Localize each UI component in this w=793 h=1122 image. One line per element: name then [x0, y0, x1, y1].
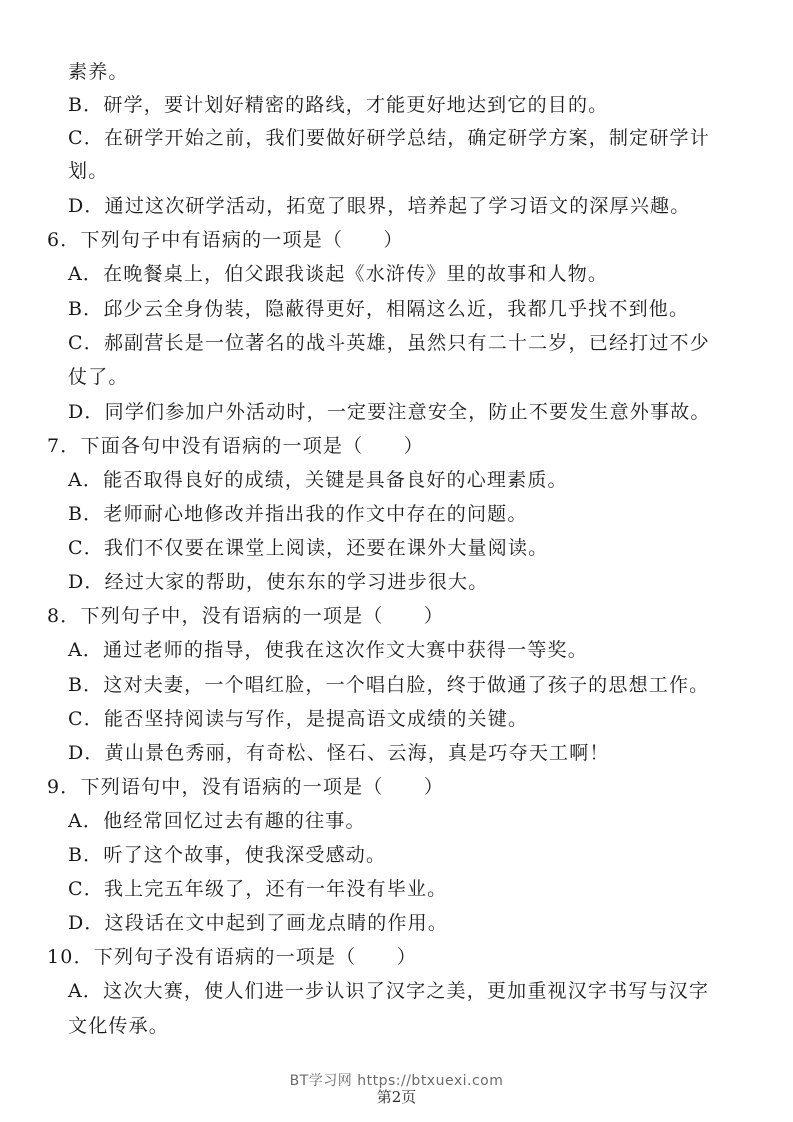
- question-10: 10．下列句子没有语病的一项是（ ）: [47, 946, 417, 968]
- option-a: A．在晚餐桌上，伯父跟我谈起《水浒传》里的故事和人物。: [68, 263, 609, 285]
- question-7: 7．下面各句中没有语病的一项是（ ）: [47, 435, 424, 457]
- footer-watermark-site: BT学习网 https://btxuexi.com: [289, 1073, 504, 1089]
- question-8: 8．下列句子中，没有语病的一项是（ ）: [47, 605, 445, 627]
- option-d: D．黄山景色秀丽，有奇松、怪石、云海，真是巧夺天工啊！: [68, 742, 610, 764]
- option-b: B．邱少云全身伪装，隐蔽得更好，相隔这么近，我都几乎找不到他。: [68, 298, 690, 320]
- text-line: 文化传承。: [68, 1015, 170, 1037]
- option-c: C．郝副营长是一位著名的战斗英雄，虽然只有二十二岁，已经打过不少: [68, 332, 710, 354]
- text-line: 划。: [68, 160, 109, 182]
- option-b: B．听了这个故事，使我深受感动。: [68, 844, 387, 866]
- option-d: D．经过大家的帮助，使东东的学习进步很大。: [68, 571, 489, 593]
- option-d: D．这段话在文中起到了画龙点睛的作用。: [68, 912, 449, 934]
- option-c: C．能否坚持阅读与写作，是提高语文成绩的关键。: [68, 708, 529, 730]
- option-c: C．在研学开始之前，我们要做好研学总结，确定研学方案，制定研学计: [68, 127, 710, 149]
- option-d: D．同学们参加户外活动时，一定要注意安全，防止不要发生意外事故。: [68, 401, 711, 423]
- question-9: 9．下列语句中，没有语病的一项是（ ）: [47, 776, 445, 798]
- footer-page-number: 第2页: [376, 1088, 417, 1106]
- option-d: D．通过这次研学活动，拓宽了眼界，培养起了学习语文的深厚兴趣。: [68, 195, 691, 217]
- option-a: A．他经常回忆过去有趣的往事。: [68, 810, 366, 832]
- option-b: B．研学，要计划好精密的路线，才能更好地达到它的目的。: [68, 94, 609, 116]
- question-6: 6．下列句子中有语病的一项是（ ）: [47, 229, 404, 251]
- option-c: C．我上完五年级了，还有一年没有毕业。: [68, 878, 448, 900]
- option-a: A．能否取得良好的成绩，关键是具备良好的心理素质。: [68, 469, 568, 491]
- option-b: B．老师耐心地修改并指出我的作文中存在的问题。: [68, 503, 528, 525]
- option-a: A．这次大赛，使人们进一步认识了汉字之美，更加重视汉字书写与汉字: [68, 980, 710, 1002]
- option-c: C．我们不仅要在课堂上阅读，还要在课外大量阅读。: [68, 537, 549, 559]
- text-line: 素养。: [68, 61, 129, 83]
- text-line: 仗了。: [68, 366, 129, 388]
- option-b: B．这对夫妻，一个唱红脸，一个唱白脸，终于做通了孩子的思想工作。: [68, 674, 710, 696]
- option-a: A．通过老师的指导，使我在这次作文大赛中获得一等奖。: [68, 639, 588, 661]
